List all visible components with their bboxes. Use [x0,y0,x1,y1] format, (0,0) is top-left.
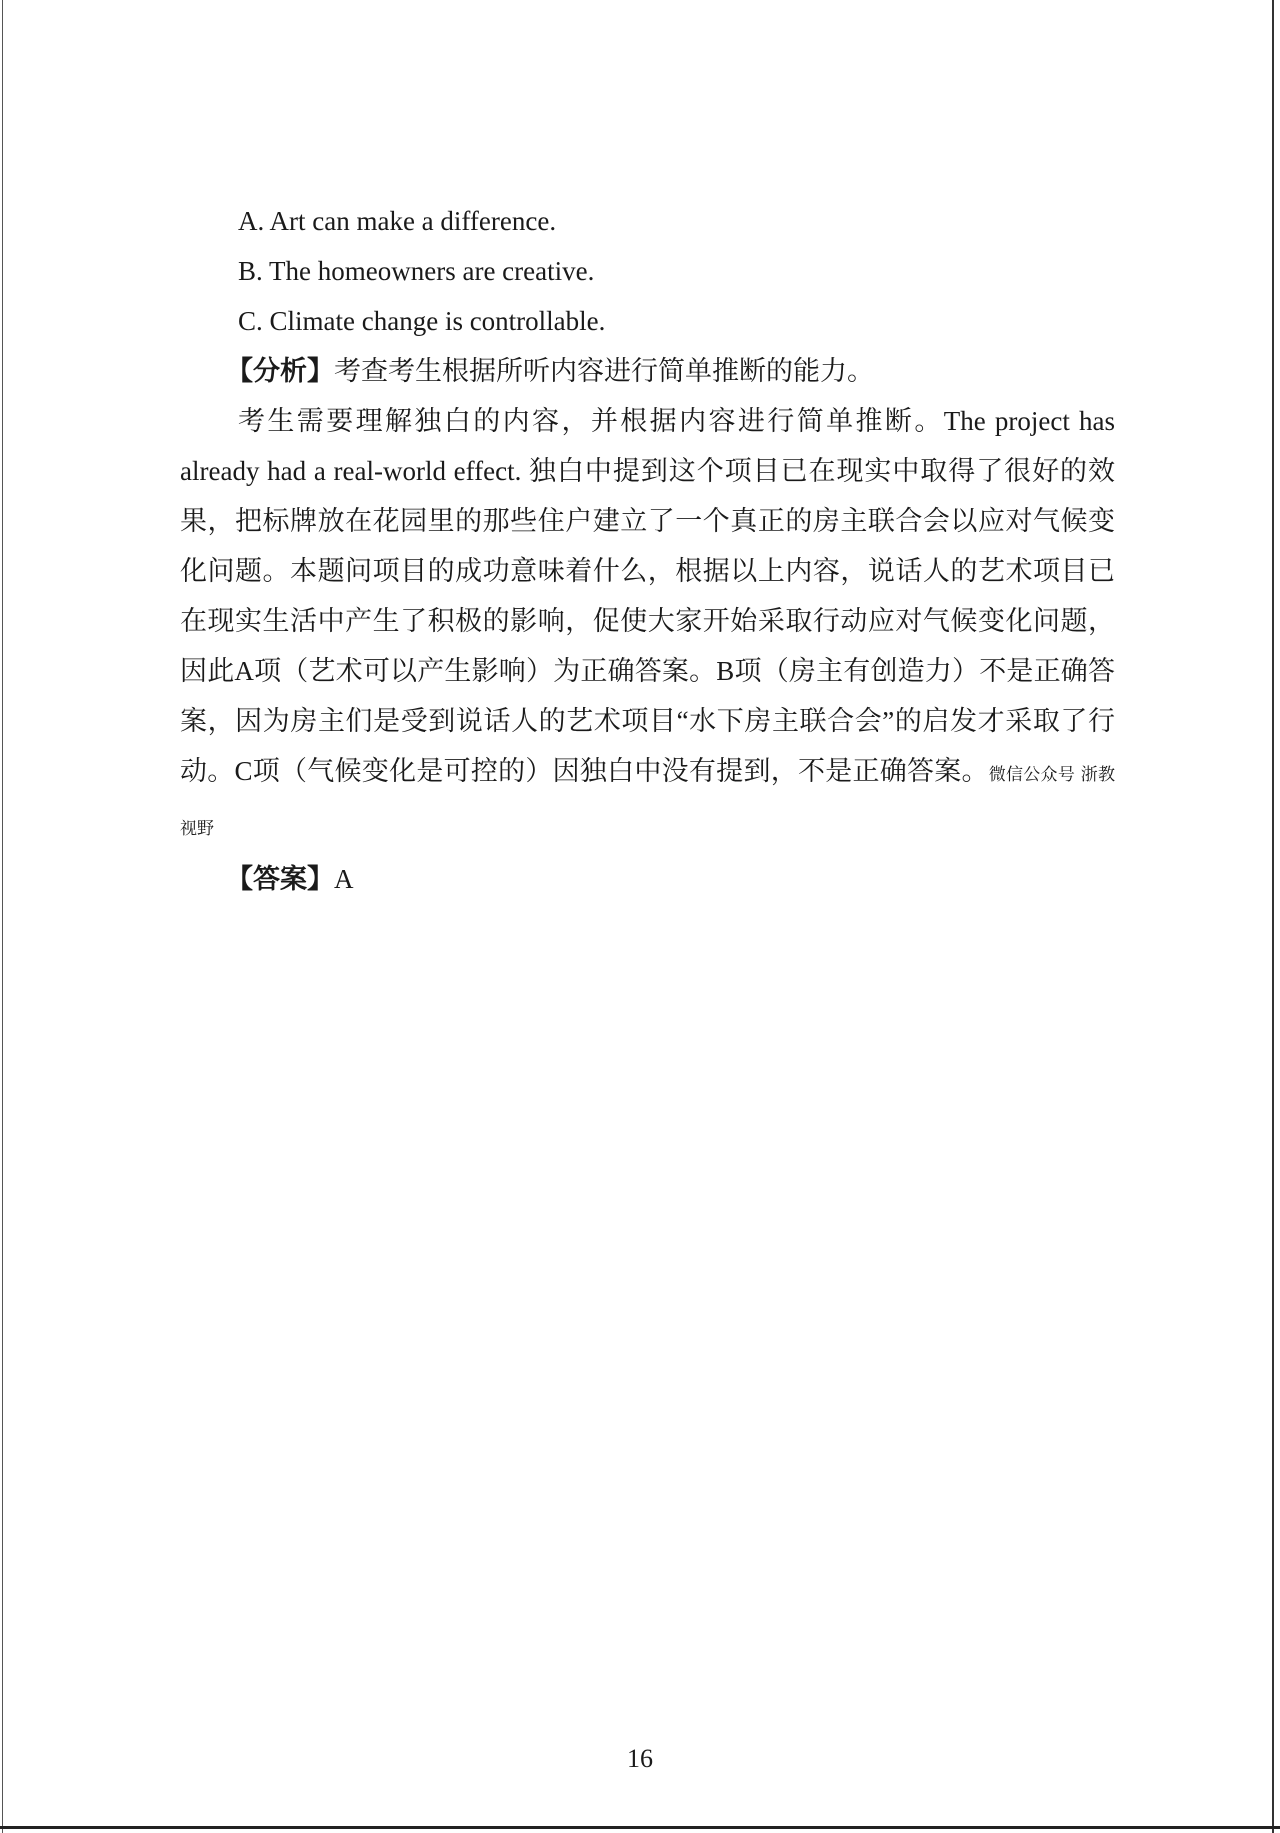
page-border-left [2,0,3,1833]
analysis-heading [226,346,1115,396]
page-border-bottom [0,1826,1280,1829]
option-c: C. Climate change is controllable. [238,306,606,336]
watermark-text: 微信公众号 浙教视野 [180,765,1115,839]
answer-line [226,854,1115,904]
page-number: 16 [627,1744,653,1773]
page-content [180,196,1115,904]
option-a: A. Art can make a difference. [238,206,557,236]
answer-label: 【答案】 [226,864,334,894]
analysis-text: 考查考生根据所听内容进行简单推断的能力。 [334,356,874,386]
analysis-label: 【分析】 [226,356,334,386]
explanation-paragraph [180,396,1115,854]
explanation-text: 考生需要理解独白的内容，并根据内容进行简单推断。The project has already had a real-world effect. 独白中提到这个项目已在现实中取得了很好的效果，把标牌放在花园里的那些住户建立了一个真正的房主联合会以应对气候变化问题。本题问项目的成功意味着什么，根据以上内容，说话人的艺术项目已在现实生活中产生了积极的影响，促使大家开始采取行动应对气候变化问题，因此A项（艺术可以产生影响）为正确答案。B项（房主有创造力）不是正确答案，因为房主们是受到说话人的艺术项目“水下房主联合会”的启发才采取了行动。C项（气候变化是可控的）因独白中没有提到，不是正确答案。 [180,406,1115,786]
page-border-right [1272,0,1274,1833]
answer-value: A [334,864,354,894]
option-b: B. The homeowners are creative. [238,256,595,286]
